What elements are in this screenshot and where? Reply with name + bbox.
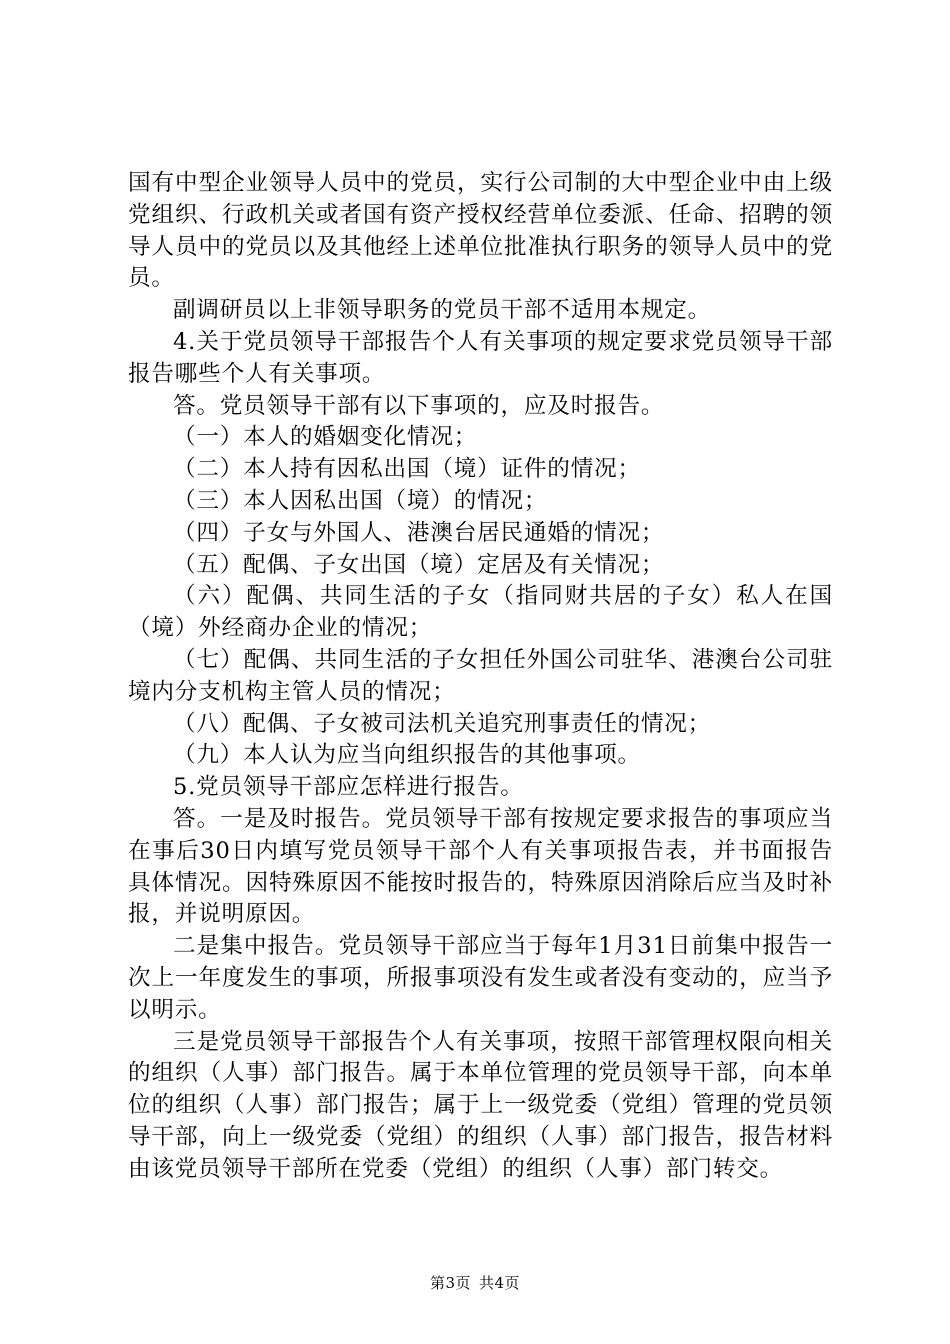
total-pages: 共4页 bbox=[479, 1274, 521, 1292]
paragraph: 三是党员领导干部报告个人有关事项，按照干部管理权限向相关的组织（人事）部门报告。属于本单位管理的党员领导干部，向本单位的组织（人事）部门报告；属于上一级党委（党组）管理的党员领导干部，向上一级党委（党组）的组织（人事）部门报告，报告材料由该党员领导干部所在党委（党组）的组织（人事）部门转交。 bbox=[128, 1028, 833, 1182]
list-item: （九）本人认为应当向组织报告的其他事项。 bbox=[173, 742, 641, 769]
list-item: （二）本人持有因私出国（境）证件的情况； bbox=[173, 456, 641, 483]
list-item: （三）本人因私出国（境）的情况； bbox=[173, 487, 548, 514]
page-number: 第3页 bbox=[429, 1274, 471, 1292]
paragraph: 答。党员领导干部有以下事项的，应及时报告。 bbox=[173, 392, 665, 419]
list-item: （一）本人的婚姻变化情况； bbox=[173, 424, 478, 451]
list-item: （五）配偶、子女出国（境）定居及有关情况； bbox=[173, 551, 665, 578]
paragraph: 答。一是及时报告。党员领导干部有按规定要求报告的事项应当在事后30日内填写党员领导干部个人有关事项报告表，并书面报告具体情况。因特殊原因不能按时报告的，特殊原因消除后应当及时补报，并说明原因。 bbox=[128, 805, 833, 928]
page-footer bbox=[0, 1273, 950, 1293]
list-item: （七）配偶、共同生活的子女担任外国公司驻华、港澳台公司驻境内分支机构主管人员的情况； bbox=[128, 646, 833, 705]
document-body bbox=[128, 168, 833, 1186]
paragraph: 国有中型企业领导人员中的党员，实行公司制的大中型企业中由上级党组织、行政机关或者国有资产授权经营单位委派、任命、招聘的领导人员中的党员以及其他经上述单位批准执行职务的领导人员中的党员。 bbox=[128, 170, 833, 292]
paragraph: 4.关于党员领导干部报告个人有关事项的规定要求党员领导干部报告哪些个人有关事项。 bbox=[128, 328, 833, 387]
paragraph: 副调研员以上非领导职务的党员干部不适用本规定。 bbox=[173, 297, 712, 324]
paragraph: 二是集中报告。党员领导干部应当于每年1月31日前集中报告一次上一年度发生的事项，所报事项没有发生或者没有变动的，应当予以明示。 bbox=[128, 933, 833, 1023]
list-item: （四）子女与外国人、港澳台居民通婚的情况； bbox=[173, 519, 665, 546]
paragraph: 5.党员领导干部应怎样进行报告。 bbox=[173, 774, 524, 801]
list-item: （六）配偶、共同生活的子女（指同财共居的子女）私人在国（境）外经商办企业的情况； bbox=[128, 583, 833, 642]
list-item: （八）配偶、子女被司法机关追究刑事责任的情况； bbox=[173, 710, 712, 737]
